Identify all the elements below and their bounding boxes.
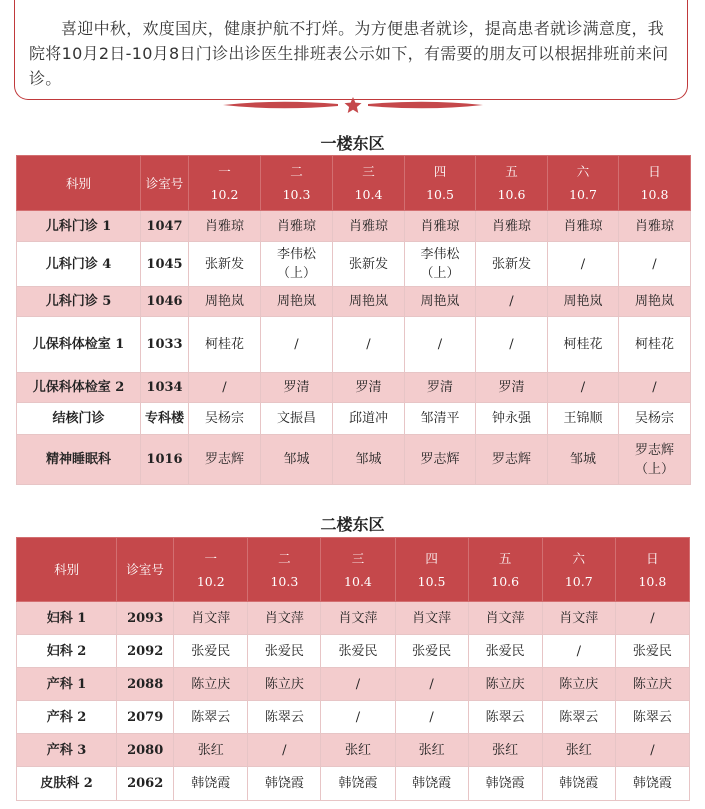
header-day bbox=[615, 538, 689, 602]
header-date: 10.3 bbox=[282, 187, 311, 202]
header-date: 10.4 bbox=[344, 573, 372, 589]
doctor-cell: 肖雅琼 bbox=[548, 211, 619, 242]
doctor-cell: / bbox=[476, 317, 548, 373]
table-row bbox=[17, 734, 690, 767]
doctor-cell: 韩饶霞 bbox=[615, 767, 689, 801]
doctor-cell: 肖雅琼 bbox=[333, 211, 405, 242]
table-header-row bbox=[17, 156, 691, 211]
doctor-cell: 陈立庆 bbox=[248, 668, 321, 701]
dept-cell: 儿保科体检室 2 bbox=[17, 373, 141, 403]
dept-cell: 产科 2 bbox=[17, 701, 117, 734]
header-weekday: 五 bbox=[498, 550, 512, 566]
header-weekday: 三 bbox=[351, 550, 365, 566]
table-row bbox=[17, 668, 690, 701]
header-day bbox=[619, 156, 691, 211]
doctor-cell: / bbox=[619, 373, 691, 403]
doctor-cell: / bbox=[615, 602, 689, 635]
doctor-cell: / bbox=[395, 668, 468, 701]
doctor-cell: 邹城 bbox=[261, 435, 333, 485]
table-row bbox=[17, 287, 691, 317]
header-day bbox=[321, 538, 395, 602]
doctor-cell: 柯桂花 bbox=[189, 317, 261, 373]
header-weekday: 日 bbox=[648, 164, 661, 179]
doctor-cell: 韩饶霞 bbox=[174, 767, 248, 801]
doctor-cell: / bbox=[321, 701, 395, 734]
dept-cell: 儿保科体检室 1 bbox=[17, 317, 141, 373]
doctor-cell: 陈翠云 bbox=[615, 701, 689, 734]
doctor-cell: 肖文萍 bbox=[395, 602, 468, 635]
doctor-cell: 罗清 bbox=[476, 373, 548, 403]
doctor-cell: / bbox=[476, 287, 548, 317]
doctor-cell: 罗清 bbox=[261, 373, 333, 403]
dept-cell: 结核门诊 bbox=[17, 403, 141, 435]
doctor-cell: 陈立庆 bbox=[174, 668, 248, 701]
doctor-cell: 陈翠云 bbox=[468, 701, 542, 734]
room-cell: 1047 bbox=[141, 211, 189, 242]
header-weekday: 四 bbox=[433, 164, 447, 179]
doctor-cell: 肖文萍 bbox=[542, 602, 615, 635]
doctor-cell: 陈立庆 bbox=[542, 668, 615, 701]
header-weekday: 五 bbox=[505, 164, 518, 179]
doctor-cell: 肖文萍 bbox=[468, 602, 542, 635]
doctor-cell: 张爱民 bbox=[468, 635, 542, 668]
header-date: 10.5 bbox=[417, 573, 446, 589]
room-cell: 1034 bbox=[141, 373, 189, 403]
dept-cell: 儿科门诊 5 bbox=[17, 287, 141, 317]
table-row bbox=[17, 373, 691, 403]
header-day bbox=[395, 538, 468, 602]
header-weekday: 四 bbox=[425, 550, 438, 566]
doctor-cell: 周艳岚 bbox=[261, 287, 333, 317]
table-row bbox=[17, 602, 690, 635]
table-row bbox=[17, 403, 691, 435]
doctor-cell: 张新发 bbox=[333, 242, 405, 287]
doctor-cell: 肖雅琼 bbox=[619, 211, 691, 242]
dept-cell: 产科 1 bbox=[17, 668, 117, 701]
table-row bbox=[17, 767, 690, 801]
header-weekday: 二 bbox=[278, 550, 291, 566]
notice-text: 喜迎中秋，欢度国庆，健康护航不打烊。为方便患者就诊，提高患者就诊满意度，我院将10月2日-10月8日门诊出诊医生排班表公示如下，有需要的朋友可以根据排班前来问诊。 bbox=[29, 19, 669, 88]
room-cell: 1045 bbox=[141, 242, 189, 287]
table-row bbox=[17, 242, 691, 287]
notice-box bbox=[14, 0, 688, 100]
header-date: 10.5 bbox=[426, 187, 454, 202]
doctor-cell: 罗清 bbox=[405, 373, 476, 403]
doctor-cell: 柯桂花 bbox=[548, 317, 619, 373]
doctor-cell: 张红 bbox=[468, 734, 542, 767]
doctor-cell: / bbox=[189, 373, 261, 403]
doctor-cell: 柯桂花 bbox=[619, 317, 691, 373]
room-cell: 专科楼 bbox=[141, 403, 189, 435]
room-cell: 2079 bbox=[117, 701, 174, 734]
header-dept: 科别 bbox=[17, 156, 141, 211]
header-weekday: 一 bbox=[218, 164, 231, 179]
doctor-cell: / bbox=[261, 317, 333, 373]
doctor-cell: 肖雅琼 bbox=[476, 211, 548, 242]
doctor-cell: 钟永强 bbox=[476, 403, 548, 435]
header-weekday: 一 bbox=[204, 550, 218, 566]
header-day bbox=[542, 538, 615, 602]
doctor-cell: 韩饶霞 bbox=[542, 767, 615, 801]
doctor-cell: 吴杨宗 bbox=[619, 403, 691, 435]
doctor-cell: / bbox=[333, 317, 405, 373]
header-day bbox=[174, 538, 248, 602]
doctor-cell: 周艳岚 bbox=[619, 287, 691, 317]
dept-cell: 妇科 1 bbox=[17, 602, 117, 635]
doctor-cell: 罗志辉 bbox=[476, 435, 548, 485]
doctor-cell: 韩饶霞 bbox=[468, 767, 542, 801]
doctor-cell: 肖文萍 bbox=[321, 602, 395, 635]
doctor-cell: 张红 bbox=[321, 734, 395, 767]
doctor-cell: 张爱民 bbox=[174, 635, 248, 668]
doctor-cell: / bbox=[619, 242, 691, 287]
header-weekday: 二 bbox=[290, 164, 303, 179]
dept-cell: 皮肤科 2 bbox=[17, 767, 117, 801]
dept-cell: 精神睡眠科 bbox=[17, 435, 141, 485]
room-cell: 2080 bbox=[117, 734, 174, 767]
header-date: 10.4 bbox=[354, 187, 383, 202]
header-room: 诊室号 bbox=[117, 538, 174, 602]
doctor-cell: 周艳岚 bbox=[405, 287, 476, 317]
doctor-cell: 张新发 bbox=[476, 242, 548, 287]
room-cell: 2088 bbox=[117, 668, 174, 701]
room-cell: 1033 bbox=[141, 317, 189, 373]
header-weekday: 六 bbox=[572, 550, 586, 566]
doctor-cell: 陈翠云 bbox=[542, 701, 615, 734]
table-row bbox=[17, 635, 690, 668]
header-date: 10.8 bbox=[640, 187, 669, 202]
doctor-cell: 陈翠云 bbox=[174, 701, 248, 734]
doctor-cell: 李伟松 （上） bbox=[261, 242, 333, 287]
doctor-cell: 王锦顺 bbox=[548, 403, 619, 435]
header-date: 10.6 bbox=[491, 573, 520, 589]
doctor-cell: 张红 bbox=[174, 734, 248, 767]
doctor-cell: 韩饶霞 bbox=[248, 767, 321, 801]
header-day bbox=[405, 156, 476, 211]
doctor-cell: 张爱民 bbox=[395, 635, 468, 668]
doctor-cell: / bbox=[321, 668, 395, 701]
header-day bbox=[333, 156, 405, 211]
doctor-cell: 陈立庆 bbox=[468, 668, 542, 701]
doctor-cell: / bbox=[615, 734, 689, 767]
header-day bbox=[248, 538, 321, 602]
doctor-cell: 韩饶霞 bbox=[395, 767, 468, 801]
doctor-cell: 周艳岚 bbox=[333, 287, 405, 317]
doctor-cell: / bbox=[542, 635, 615, 668]
table-header-row bbox=[17, 538, 690, 602]
doctor-cell: 邹清平 bbox=[405, 403, 476, 435]
red-star-divider-icon bbox=[218, 95, 488, 115]
header-date: 10.2 bbox=[196, 573, 225, 589]
doctor-cell: 肖雅琼 bbox=[189, 211, 261, 242]
doctor-cell: / bbox=[548, 373, 619, 403]
table-row bbox=[17, 701, 690, 734]
doctor-cell: 邹城 bbox=[333, 435, 405, 485]
header-day bbox=[189, 156, 261, 211]
doctor-cell: 罗志辉 （上） bbox=[619, 435, 691, 485]
header-day bbox=[548, 156, 619, 211]
header-date: 10.2 bbox=[210, 187, 239, 202]
header-date: 10.8 bbox=[638, 573, 667, 589]
room-cell: 2062 bbox=[117, 767, 174, 801]
doctor-cell: 肖文萍 bbox=[248, 602, 321, 635]
header-day bbox=[261, 156, 333, 211]
doctor-cell: / bbox=[405, 317, 476, 373]
dept-cell: 儿科门诊 1 bbox=[17, 211, 141, 242]
header-weekday: 三 bbox=[362, 164, 375, 179]
doctor-cell: 罗志辉 bbox=[189, 435, 261, 485]
dept-cell: 产科 3 bbox=[17, 734, 117, 767]
doctor-cell: 肖雅琼 bbox=[261, 211, 333, 242]
header-dept: 科别 bbox=[17, 538, 117, 602]
section-title-floor2: 二楼东区 bbox=[320, 515, 385, 534]
doctor-cell: 张新发 bbox=[189, 242, 261, 287]
header-day bbox=[476, 156, 548, 211]
table-row bbox=[17, 211, 691, 242]
room-cell: 2092 bbox=[117, 635, 174, 668]
doctor-cell: 罗清 bbox=[333, 373, 405, 403]
doctor-cell: / bbox=[248, 734, 321, 767]
doctor-cell: / bbox=[548, 242, 619, 287]
doctor-cell: 陈立庆 bbox=[615, 668, 689, 701]
dept-cell: 儿科门诊 4 bbox=[17, 242, 141, 287]
header-date: 10.3 bbox=[270, 573, 299, 589]
doctor-cell: / bbox=[395, 701, 468, 734]
doctor-cell: 张爱民 bbox=[321, 635, 395, 668]
header-room: 诊室号 bbox=[141, 156, 189, 211]
doctor-cell: 肖文萍 bbox=[174, 602, 248, 635]
table-row bbox=[17, 435, 691, 485]
header-date: 10.7 bbox=[569, 187, 597, 202]
doctor-cell: 周艳岚 bbox=[189, 287, 261, 317]
doctor-cell: 李伟松 （上） bbox=[405, 242, 476, 287]
doctor-cell: 文振昌 bbox=[261, 403, 333, 435]
room-cell: 2093 bbox=[117, 602, 174, 635]
doctor-cell: 罗志辉 bbox=[405, 435, 476, 485]
doctor-cell: 邹城 bbox=[548, 435, 619, 485]
header-weekday: 日 bbox=[646, 550, 659, 566]
doctor-cell: 陈翠云 bbox=[248, 701, 321, 734]
room-cell: 1046 bbox=[141, 287, 189, 317]
table-row bbox=[17, 317, 691, 373]
schedule-table-floor1 bbox=[16, 155, 691, 485]
doctor-cell: 吴杨宗 bbox=[189, 403, 261, 435]
doctor-cell: 张爱民 bbox=[248, 635, 321, 668]
section-title-floor1: 一楼东区 bbox=[320, 134, 385, 153]
room-cell: 1016 bbox=[141, 435, 189, 485]
doctor-cell: 肖雅琼 bbox=[405, 211, 476, 242]
dept-cell: 妇科 2 bbox=[17, 635, 117, 668]
doctor-cell: 邱道冲 bbox=[333, 403, 405, 435]
header-date: 10.7 bbox=[564, 573, 593, 589]
header-day bbox=[468, 538, 542, 602]
header-weekday: 六 bbox=[576, 164, 590, 179]
doctor-cell: 张红 bbox=[542, 734, 615, 767]
doctor-cell: 韩饶霞 bbox=[321, 767, 395, 801]
doctor-cell: 张爱民 bbox=[615, 635, 689, 668]
schedule-table-floor2 bbox=[16, 537, 690, 801]
doctor-cell: 张红 bbox=[395, 734, 468, 767]
doctor-cell: 周艳岚 bbox=[548, 287, 619, 317]
header-date: 10.6 bbox=[497, 187, 526, 202]
